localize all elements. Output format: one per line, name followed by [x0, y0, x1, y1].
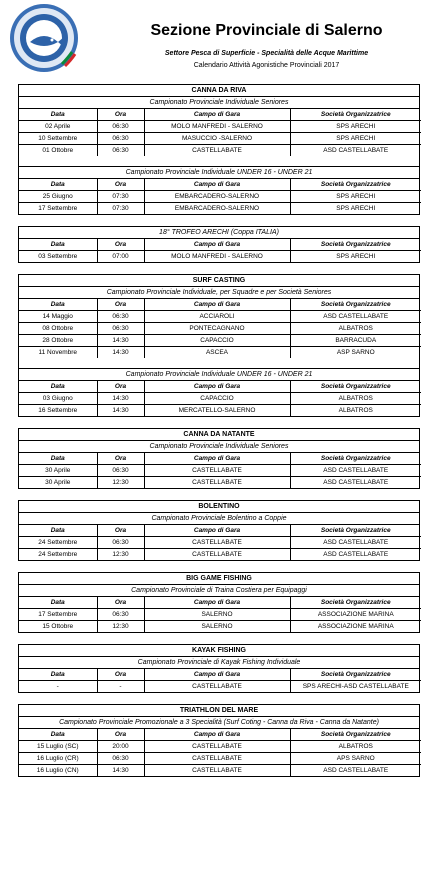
page-title: Sezione Provinciale di Salerno [150, 22, 383, 39]
table-cell: ASCEA [144, 347, 290, 359]
table-cell: ASD CASTELLABATE [290, 311, 421, 323]
schedule-table [19, 729, 421, 776]
table-cell: 07:00 [97, 251, 144, 263]
section-title: CANNA DA NATANTE [19, 429, 419, 441]
table-cell: MERCATELLO-SALERNO [144, 405, 290, 417]
column-header: Data [19, 109, 97, 121]
table-cell: EMBARCADERO-SALERNO [144, 203, 290, 215]
table-row [19, 465, 421, 477]
column-header: Data [19, 239, 97, 251]
federation-logo [8, 2, 80, 74]
table-cell: CASTELLABATE [144, 753, 290, 765]
schedule-section [18, 226, 420, 263]
table-cell: 06:30 [97, 121, 144, 133]
table-cell: PONTECAGNANO [144, 323, 290, 335]
table-cell: 07:30 [97, 191, 144, 203]
table-row [19, 621, 421, 633]
table-cell: 06:30 [97, 753, 144, 765]
table-cell: 25 Giugno [19, 191, 97, 203]
table-cell: 12:30 [97, 621, 144, 633]
schedule-section [18, 572, 420, 633]
column-header: Campo di Gara [144, 729, 290, 741]
column-header: Data [19, 669, 97, 681]
table-row [19, 681, 421, 693]
column-header: Campo di Gara [144, 381, 290, 393]
table-header-row [19, 299, 421, 311]
schedule-table [19, 525, 421, 560]
table-cell: 14:30 [97, 393, 144, 405]
table-cell: 16 Luglio (CN) [19, 765, 97, 777]
page-subtitle: Settore Pesca di Superficie - Specialità delle Acque Marittime [164, 50, 369, 57]
table-cell: 17 Settembre [19, 203, 97, 215]
table-header-row [19, 525, 421, 537]
table-cell: CASTELLABATE [144, 681, 290, 693]
column-header: Ora [97, 525, 144, 537]
table-cell: 14:30 [97, 335, 144, 347]
table-cell: ASD CASTELLABATE [290, 477, 421, 489]
table-row [19, 251, 421, 263]
table-cell: 15 Luglio (SC) [19, 741, 97, 753]
table-cell: - [97, 681, 144, 693]
table-cell: 30 Aprile [19, 477, 97, 489]
schedule-table [19, 597, 421, 632]
table-cell: - [19, 681, 97, 693]
group-separator [19, 358, 419, 369]
table-cell: 06:30 [97, 537, 144, 549]
schedule-sections [18, 84, 420, 788]
table-row [19, 609, 421, 621]
table-cell: ALBATROS [290, 741, 421, 753]
column-header: Data [19, 729, 97, 741]
table-cell: 30 Aprile [19, 465, 97, 477]
table-cell: 12:30 [97, 549, 144, 561]
table-cell: SPS ARECHI [290, 251, 421, 263]
championship-title: Campionato Provinciale Individuale Seniores [19, 441, 419, 453]
table-cell: MOLO MANFREDI - SALERNO [144, 251, 290, 263]
championship-title: Campionato Provinciale Individuale, per Squadre e per Società Seniores [19, 287, 419, 299]
table-cell: SPS ARECHI [290, 203, 421, 215]
table-row [19, 145, 421, 157]
championship-title: Campionato Provinciale Individuale UNDER 16 - UNDER 21 [19, 167, 419, 179]
column-header: Data [19, 381, 97, 393]
championship-title: Campionato Provinciale di Traina Costiera per Equipaggi [19, 585, 419, 597]
section-title: BIG GAME FISHING [19, 573, 419, 585]
table-cell: 28 Ottobre [19, 335, 97, 347]
table-row [19, 549, 421, 561]
column-header: Ora [97, 299, 144, 311]
table-cell: CASTELLABATE [144, 145, 290, 157]
table-row [19, 741, 421, 753]
championship-title: Campionato Provinciale Bolentino a Coppie [19, 513, 419, 525]
table-cell: 06:30 [97, 311, 144, 323]
table-cell: CASTELLABATE [144, 465, 290, 477]
table-cell: SPS ARECHI [290, 191, 421, 203]
column-header: Società Organizzatrice [290, 179, 421, 191]
column-header: Ora [97, 597, 144, 609]
group-separator [19, 156, 419, 167]
column-header: Campo di Gara [144, 109, 290, 121]
table-cell: CAPACCIO [144, 393, 290, 405]
table-cell: ASSOCIAZIONE MARINA [290, 621, 421, 633]
championship-title: Campionato Provinciale Individuale UNDER 16 - UNDER 21 [19, 369, 419, 381]
table-cell: 14 Maggio [19, 311, 97, 323]
column-header: Ora [97, 239, 144, 251]
table-row [19, 203, 421, 215]
table-cell: SALERNO [144, 609, 290, 621]
column-header: Campo di Gara [144, 179, 290, 191]
table-cell: MOLO MANFREDI - SALERNO [144, 121, 290, 133]
schedule-section [18, 644, 420, 693]
table-cell: 14:30 [97, 405, 144, 417]
column-header: Data [19, 597, 97, 609]
column-header: Data [19, 525, 97, 537]
column-header: Società Organizzatrice [290, 381, 421, 393]
column-header: Società Organizzatrice [290, 729, 421, 741]
table-header-row [19, 453, 421, 465]
column-header: Campo di Gara [144, 239, 290, 251]
column-header: Campo di Gara [144, 669, 290, 681]
table-cell: 08 Ottobre [19, 323, 97, 335]
table-cell: 06:30 [97, 323, 144, 335]
column-header: Ora [97, 729, 144, 741]
table-cell: BARRACUDA [290, 335, 421, 347]
table-header-row [19, 109, 421, 121]
column-header: Società Organizzatrice [290, 669, 421, 681]
table-row [19, 191, 421, 203]
column-header: Società Organizzatrice [290, 299, 421, 311]
table-cell: SALERNO [144, 621, 290, 633]
table-cell: EMBARCADERO-SALERNO [144, 191, 290, 203]
column-header: Campo di Gara [144, 597, 290, 609]
section-title: TRIATHLON DEL MARE [19, 705, 419, 717]
table-header-row [19, 729, 421, 741]
column-header: Data [19, 179, 97, 191]
schedule-section [18, 428, 420, 489]
table-cell: CASTELLABATE [144, 765, 290, 777]
table-row [19, 753, 421, 765]
schedule-table [19, 239, 421, 262]
column-header: Ora [97, 381, 144, 393]
table-cell: MASUCCIO -SALERNO [144, 133, 290, 145]
section-title: BOLENTINO [19, 501, 419, 513]
table-cell: 16 Settembre [19, 405, 97, 417]
schedule-table [19, 453, 421, 488]
column-header: Ora [97, 669, 144, 681]
table-cell: 02 Aprile [19, 121, 97, 133]
schedule-table [19, 669, 421, 692]
table-row [19, 311, 421, 323]
section-title: SURF CASTING [19, 275, 419, 287]
table-cell: ALBATROS [290, 405, 421, 417]
table-header-row [19, 669, 421, 681]
table-cell: 03 Giugno [19, 393, 97, 405]
table-cell: 20:00 [97, 741, 144, 753]
table-cell: ASD CASTELLABATE [290, 465, 421, 477]
table-cell: 03 Settembre [19, 251, 97, 263]
table-cell: 24 Settembre [19, 537, 97, 549]
table-cell: 14:30 [97, 347, 144, 359]
table-cell: 07:30 [97, 203, 144, 215]
table-cell: 24 Settembre [19, 549, 97, 561]
column-header: Campo di Gara [144, 525, 290, 537]
table-cell: ASD CASTELLABATE [290, 765, 421, 777]
schedule-section [18, 500, 420, 561]
table-cell: 12:30 [97, 477, 144, 489]
table-row [19, 133, 421, 145]
table-row [19, 323, 421, 335]
table-cell: 15 Ottobre [19, 621, 97, 633]
table-cell: 06:30 [97, 133, 144, 145]
column-header: Ora [97, 179, 144, 191]
table-cell: 06:30 [97, 465, 144, 477]
table-cell: ALBATROS [290, 323, 421, 335]
column-header: Ora [97, 453, 144, 465]
column-header: Data [19, 453, 97, 465]
calendar-caption: Calendario Attività Agonistiche Provinciali 2017 [193, 62, 340, 69]
table-cell: SPS ARECHI [290, 121, 421, 133]
table-cell: 06:30 [97, 145, 144, 157]
table-cell: ASD CASTELLABATE [290, 145, 421, 157]
schedule-table [19, 109, 421, 156]
table-cell: ACCIAROLI [144, 311, 290, 323]
page-header [0, 0, 439, 80]
championship-title: Campionato Provinciale Promozionale a 3 Specialità (Surf Coting - Canna da Riva - Canna da Natante) [19, 717, 419, 729]
column-header: Campo di Gara [144, 453, 290, 465]
table-cell: 14:30 [97, 765, 144, 777]
table-cell: 06:30 [97, 609, 144, 621]
schedule-table [19, 381, 421, 416]
table-cell: 16 Luglio (CR) [19, 753, 97, 765]
table-header-row [19, 239, 421, 251]
schedule-section [18, 84, 420, 215]
table-cell: CASTELLABATE [144, 741, 290, 753]
table-cell: CAPACCIO [144, 335, 290, 347]
section-title: KAYAK FISHING [19, 645, 419, 657]
section-title: CANNA DA RIVA [19, 85, 419, 97]
column-header: Società Organizzatrice [290, 239, 421, 251]
table-header-row [19, 597, 421, 609]
table-cell: ASP SARNO [290, 347, 421, 359]
column-header: Società Organizzatrice [290, 453, 421, 465]
table-row [19, 537, 421, 549]
championship-title: Campionato Provinciale di Kayak Fishing Individuale [19, 657, 419, 669]
table-row [19, 347, 421, 359]
table-cell: ASSOCIAZIONE MARINA [290, 609, 421, 621]
table-row [19, 121, 421, 133]
table-row [19, 405, 421, 417]
schedule-table [19, 299, 421, 358]
table-cell: SPS ARECHI [290, 133, 421, 145]
table-cell: 10 Settembre [19, 133, 97, 145]
table-cell: 01 Ottobre [19, 145, 97, 157]
column-header: Società Organizzatrice [290, 525, 421, 537]
table-header-row [19, 179, 421, 191]
table-cell: 17 Settembre [19, 609, 97, 621]
table-row [19, 393, 421, 405]
table-cell: APS SARNO [290, 753, 421, 765]
schedule-section [18, 274, 420, 417]
column-header: Società Organizzatrice [290, 597, 421, 609]
table-cell: CASTELLABATE [144, 549, 290, 561]
schedule-table [19, 179, 421, 214]
table-cell: SPS ARECHI-ASD CASTELLABATE [290, 681, 421, 693]
table-cell: ASD CASTELLABATE [290, 549, 421, 561]
championship-title: 18° TROFEO ARECHI (Coppa ITALIA) [19, 227, 419, 239]
column-header: Data [19, 299, 97, 311]
column-header: Ora [97, 109, 144, 121]
table-cell: CASTELLABATE [144, 537, 290, 549]
championship-title: Campionato Provinciale Individuale Seniores [19, 97, 419, 109]
table-row [19, 335, 421, 347]
table-cell: ALBATROS [290, 393, 421, 405]
schedule-section [18, 704, 420, 777]
table-header-row [19, 381, 421, 393]
table-cell: CASTELLABATE [144, 477, 290, 489]
column-header: Campo di Gara [144, 299, 290, 311]
table-row [19, 765, 421, 777]
table-cell: ASD CASTELLABATE [290, 537, 421, 549]
table-cell: 11 Novembre [19, 347, 97, 359]
table-row [19, 477, 421, 489]
column-header: Società Organizzatrice [290, 109, 421, 121]
